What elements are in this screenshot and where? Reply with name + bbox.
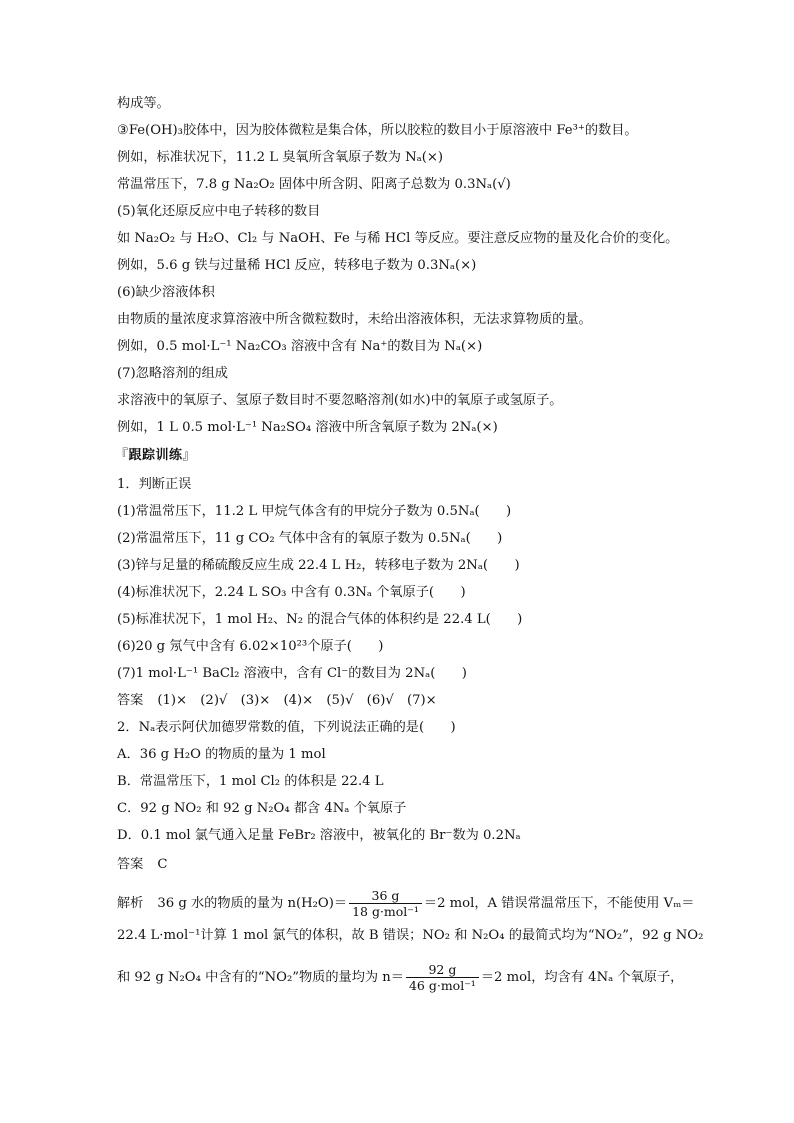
text-line: 求溶液中的氧原子、氢原子数目时不要忽略溶剂(如水)中的氧原子或氢原子。 [117,393,563,408]
analysis-label: 解析 [117,896,144,911]
question-item: (6)20 g 氖气中含有 6.02×10²³个原子( ) [117,639,384,654]
question-item: (3)锌与足量的稀硫酸反应生成 22.4 L H₂，转移电子数为 2Nₐ( ) [117,558,520,573]
fraction [406,962,479,993]
option-a: A．36 g H₂O 的物质的量为 1 mol [117,747,326,762]
answer-label: 答案 [117,857,144,872]
text-line: 例如，0.5 mol·L⁻¹ Na₂CO₃ 溶液中含有 Na⁺的数目为 Nₐ(×) [117,339,483,354]
question-item: (4)标准状况下，2.24 L SO₃ 中含有 0.3Nₐ 个氧原子( ) [117,585,466,600]
text-line: ③Fe(OH)₃胶体中，因为胶体微粒是集合体，所以胶粒的数目小于原溶液中 Fe³⁺的数目。 [117,123,638,138]
question-item: (5)标准状况下，1 mol H₂、N₂ 的混合气体的体积约是 22.4 L( ) [117,612,523,627]
question-item: (7)1 mol·L⁻¹ BaCl₂ 溶液中，含有 Cl⁻的数目为 2Nₐ( ) [117,666,467,681]
answer-line [117,855,167,875]
option-b: B．常温常压下，1 mol Cl₂ 的体积是 22.4 L [117,774,384,789]
analysis-line: 22.4 L·mol⁻¹计算 1 mol 氯气的体积，故 B 错误；NO₂ 和 N₂O₄ 的最简式均为“NO₂”，92 g NO₂ [117,928,704,943]
text-line: 构成等。 [117,96,170,111]
answer-label: 答案 [117,693,144,708]
fraction-numerator: 92 g [406,962,479,978]
fraction [349,888,422,919]
question-item: (1)常温常压下，11.2 L 甲烷气体含有的甲烷分子数为 0.5Nₐ( ) [117,504,512,519]
subheading: (6)缺少溶液体积 [117,285,215,300]
text-line: 例如，5.6 g 铁与过量稀 HCl 反应，转移电子数为 0.3Nₐ(×) [117,258,477,273]
analysis-line [117,885,694,923]
section-heading [115,446,196,466]
analysis-text: ＝2 mol，均含有 4Nₐ 个氧原子， [480,970,684,985]
analysis-text: ＝2 mol，A 错误常温常压下，不能使用 Vₘ＝ [423,896,695,911]
question-title: 2．Nₐ表示阿伏加德罗常数的值，下列说法正确的是( ) [117,720,456,735]
analysis-text: 和 92 g N₂O₄ 中含有的“NO₂”物质的量均为 n＝ [117,970,404,985]
section-bracket-open: 『 [115,448,129,463]
analysis-line [117,959,683,997]
answer-text: (1)× (2)√ (3)× (4)× (5)√ (6)√ (7)× [157,693,437,708]
subheading: (5)氧化还原反应中电子转移的数目 [117,204,321,219]
fraction-denominator: 18 g·mol⁻¹ [352,904,419,919]
option-c: C．92 g NO₂ 和 92 g N₂O₄ 都含 4Nₐ 个氧原子 [117,801,407,816]
text-line: 常温常压下，7.8 g Na₂O₂ 固体中所含阴、阳离子总数为 0.3Nₐ(√) [117,177,511,192]
text-line: 例如，标准状况下，11.2 L 臭氧所含氧原子数为 Nₐ(×) [117,150,444,165]
question-title: 1．判断正误 [117,477,192,492]
fraction-denominator: 46 g·mol⁻¹ [408,978,476,993]
analysis-text: 36 g 水的物质的量为 n(H₂O)＝ [157,896,348,911]
text-line: 由物质的量浓度求算溶液中所含微粒数时，未给出溶液体积，无法求算物质的量。 [117,312,592,327]
answer-line [117,691,437,711]
option-d: D．0.1 mol 氯气通入足量 FeBr₂ 溶液中，被氧化的 Br⁻数为 0.2Nₐ [117,828,521,843]
answer-text: C [157,857,168,872]
question-item: (2)常温常压下，11 g CO₂ 气体中含有的氧原子数为 0.5Nₐ( ) [117,531,503,546]
text-line: 如 Na₂O₂ 与 H₂O、Cl₂ 与 NaOH、Fe 与稀 HCl 等反应。要注意反应物的量及化合价的变化。 [117,231,679,246]
section-bracket-close: 』 [182,448,197,463]
text-line: 例如，1 L 0.5 mol·L⁻¹ Na₂SO₄ 溶液中所含氧原子数为 2Nₐ(×) [117,420,498,435]
subheading: (7)忽略溶剂的组成 [117,366,228,381]
fraction-numerator: 36 g [349,888,422,904]
section-title: 跟踪训练 [128,448,183,463]
